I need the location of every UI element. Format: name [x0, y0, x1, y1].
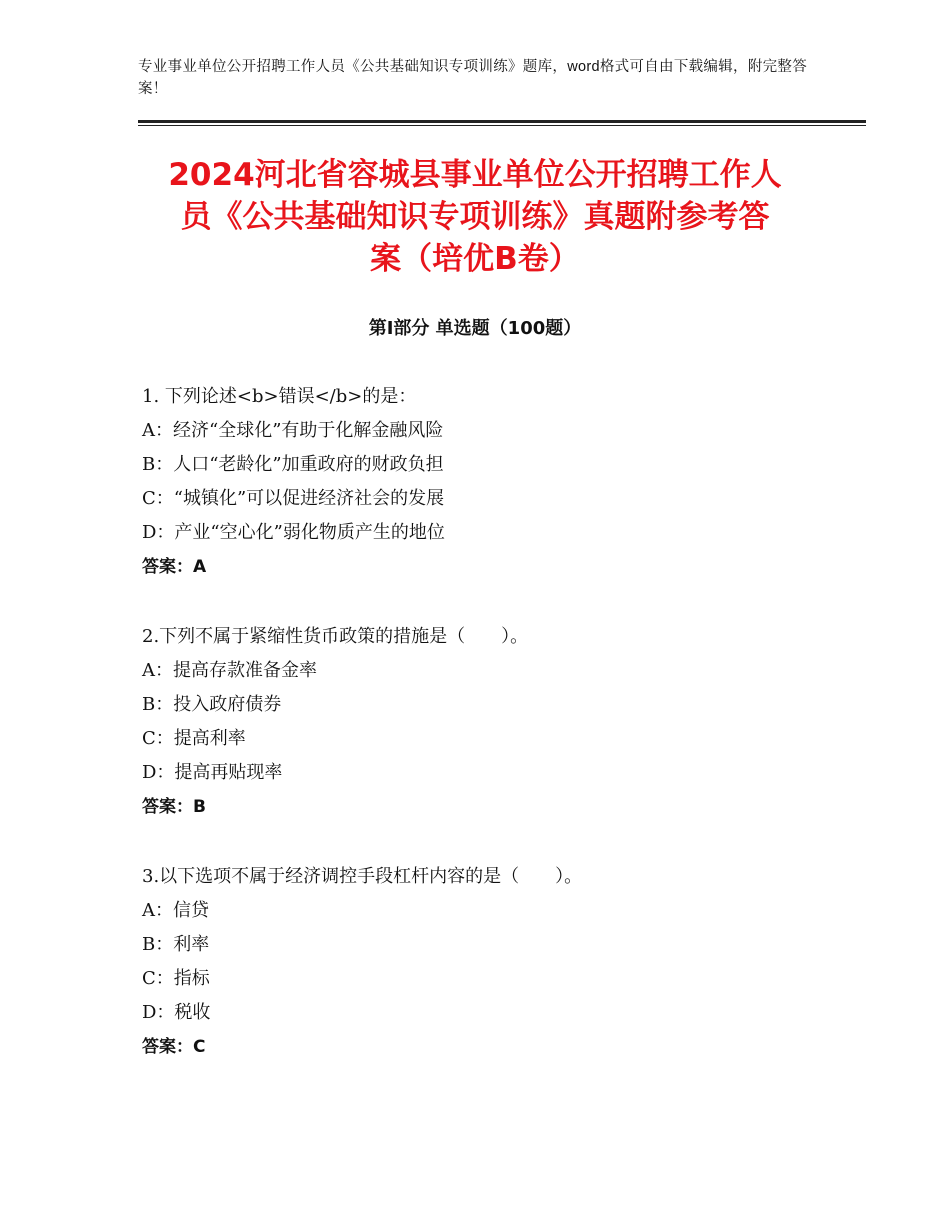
title-line-2: 员《公共基础知识专项训练》真题附参考答 — [180, 199, 770, 235]
question-stem: 2.下列不属于紧缩性货币政策的措施是（ ）。 — [142, 626, 529, 647]
title-line-1: 2024河北省容城县事业单位公开招聘工作人 — [168, 157, 782, 193]
option-b: B：投入政府债券 — [142, 694, 282, 715]
option-d: D：税收 — [142, 1002, 211, 1023]
option-c: C：提高利率 — [142, 728, 246, 749]
question-1 — [142, 380, 842, 584]
section-title: 第Ⅰ部分 单选题（100题） — [368, 318, 582, 339]
header-rule-thick — [138, 120, 866, 123]
question-2 — [142, 620, 842, 824]
answer: 答案：B — [142, 797, 206, 817]
question-3 — [142, 860, 842, 1064]
answer: 答案：A — [142, 557, 207, 577]
header-rule-thin — [138, 125, 866, 126]
answer: 答案：C — [142, 1037, 206, 1057]
option-b: B：人口“老龄化”加重政府的财政负担 — [142, 454, 444, 475]
option-a: A：信贷 — [142, 900, 209, 921]
option-c: C：指标 — [142, 968, 210, 989]
option-d: D：提高再贴现率 — [142, 762, 283, 783]
option-a: A：提高存款准备金率 — [142, 660, 317, 681]
header-note: 专业事业单位公开招聘工作人员《公共基础知识专项训练》题库，word格式可自由下载编辑，附完整答案！ — [138, 59, 808, 97]
option-c: C：“城镇化”可以促进经济社会的发展 — [142, 488, 445, 509]
option-a: A：经济“全球化”有助于化解金融风险 — [142, 420, 444, 441]
question-stem: 1. 下列论述<b>错误</b>的是： — [142, 386, 417, 407]
option-b: B：利率 — [142, 934, 210, 955]
option-d: D：产业“空心化”弱化物质产生的地位 — [142, 522, 445, 543]
question-list — [142, 380, 842, 1100]
question-stem: 3.以下选项不属于经济调控手段杠杆内容的是（ ）。 — [142, 866, 583, 887]
page-title — [100, 154, 850, 280]
title-line-3: 案（培优B卷） — [370, 241, 580, 277]
